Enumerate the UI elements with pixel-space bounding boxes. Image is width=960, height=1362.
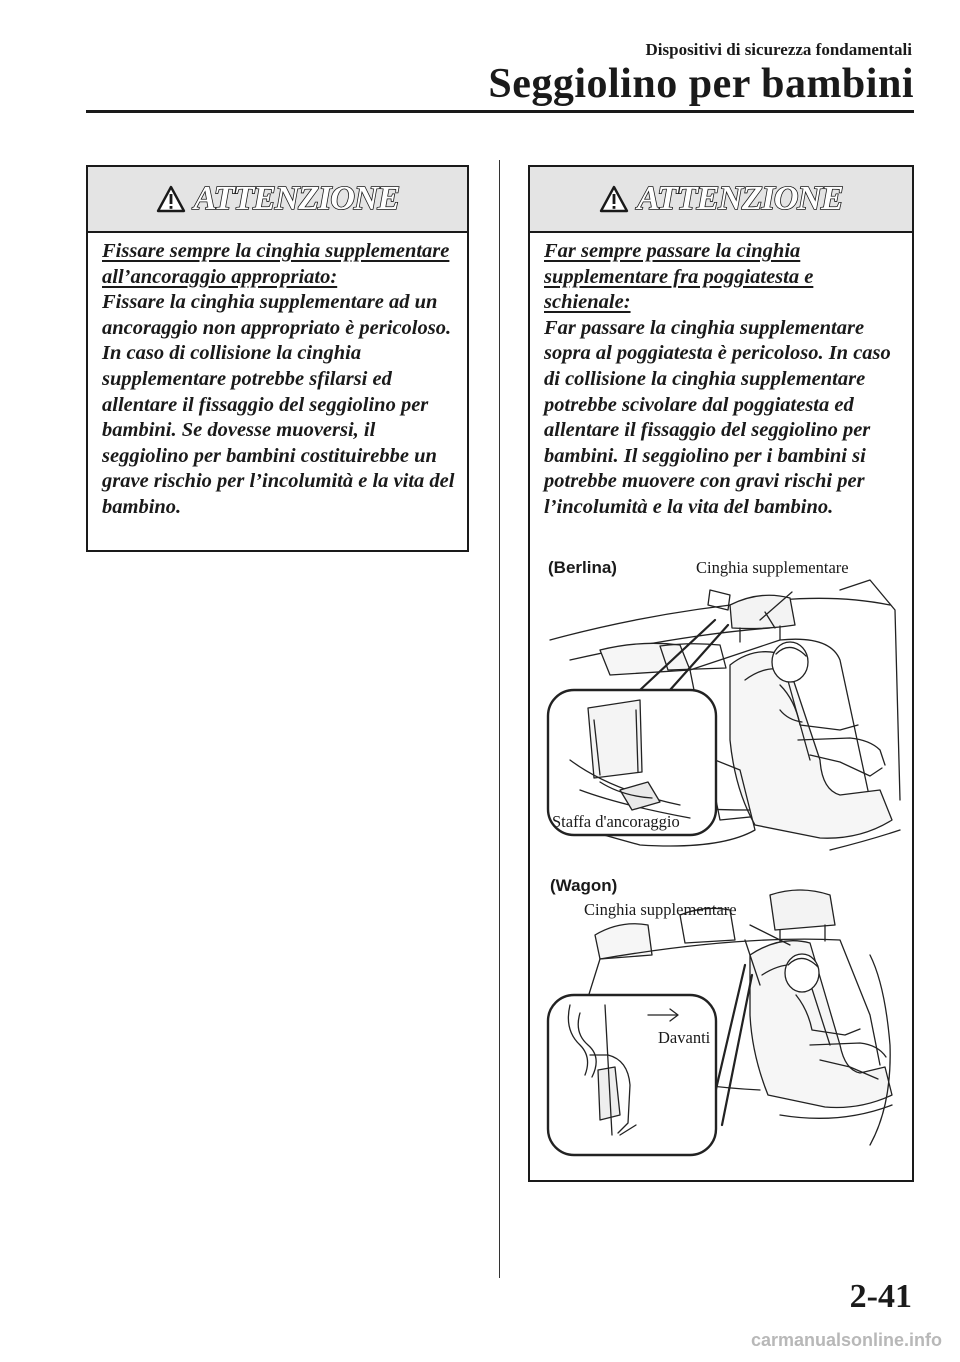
berlina-label: (Berlina) [548, 558, 617, 577]
wagon-scene [548, 890, 892, 1155]
warning-header [88, 167, 467, 233]
warning-header [530, 167, 912, 233]
warning-box-1 [86, 165, 469, 552]
berlina-scene [548, 580, 900, 850]
warning-body [530, 233, 912, 529]
warning-lead: Far sempre passare la cinghia supplementare fra poggiatesta e schienale: [544, 240, 814, 314]
page-number: 2-41 [849, 1278, 912, 1315]
wagon-callout-front: Davanti [658, 1028, 711, 1047]
warning-body [88, 233, 467, 529]
warning-lead: Fissare sempre la cinghia supplementare all’ancoraggio appropriato: [102, 240, 450, 288]
warning-text: Far passare la cinghia supplementare sopra al poggiatesta è pericoloso. In caso di collisione la cinghia supplementare potrebbe scivolare dal poggiatesta ed allentare il fissaggio del seggiolino per bambini. Il seggiolino per i bambini si potrebbe muovere con gravi rischi per l’incolumità e la vita del bambino. [544, 316, 891, 518]
page-title: Seggiolino per bambini [488, 61, 914, 107]
warning-triangle-icon [599, 185, 629, 213]
wagon-callout-strap: Cinghia supplementare [584, 900, 737, 919]
watermark: carmanualsonline.info [750, 1330, 942, 1350]
warning-label: ATTENZIONE [193, 180, 400, 217]
berlina-callout-strap: Cinghia supplementare [696, 558, 849, 577]
warning-triangle-icon [156, 185, 186, 213]
wagon-label: (Wagon) [550, 876, 618, 895]
warning-label: ATTENZIONE [637, 180, 843, 217]
column-divider [499, 160, 500, 1278]
illustration-drawing [540, 550, 910, 1170]
berlina-callout-bracket: Staffa d'ancoraggio [552, 812, 680, 831]
header-rule [86, 110, 914, 113]
warning-text: Fissare la cinghia supplementare ad un ancoraggio non appropriato è pericoloso. In caso di collisione la cinghia supplementare potrebbe sfilarsi ed allentare il fissaggio del seggiolino per bambini. Se dovesse muoversi, il seggiolino per bambini costituirebbe un grave rischio per l’incolumità e la vita del bambino. [102, 291, 455, 518]
section-subtitle: Dispositivi di sicurezza fondamentali [645, 40, 912, 59]
child-seat-illustration [540, 550, 910, 1170]
